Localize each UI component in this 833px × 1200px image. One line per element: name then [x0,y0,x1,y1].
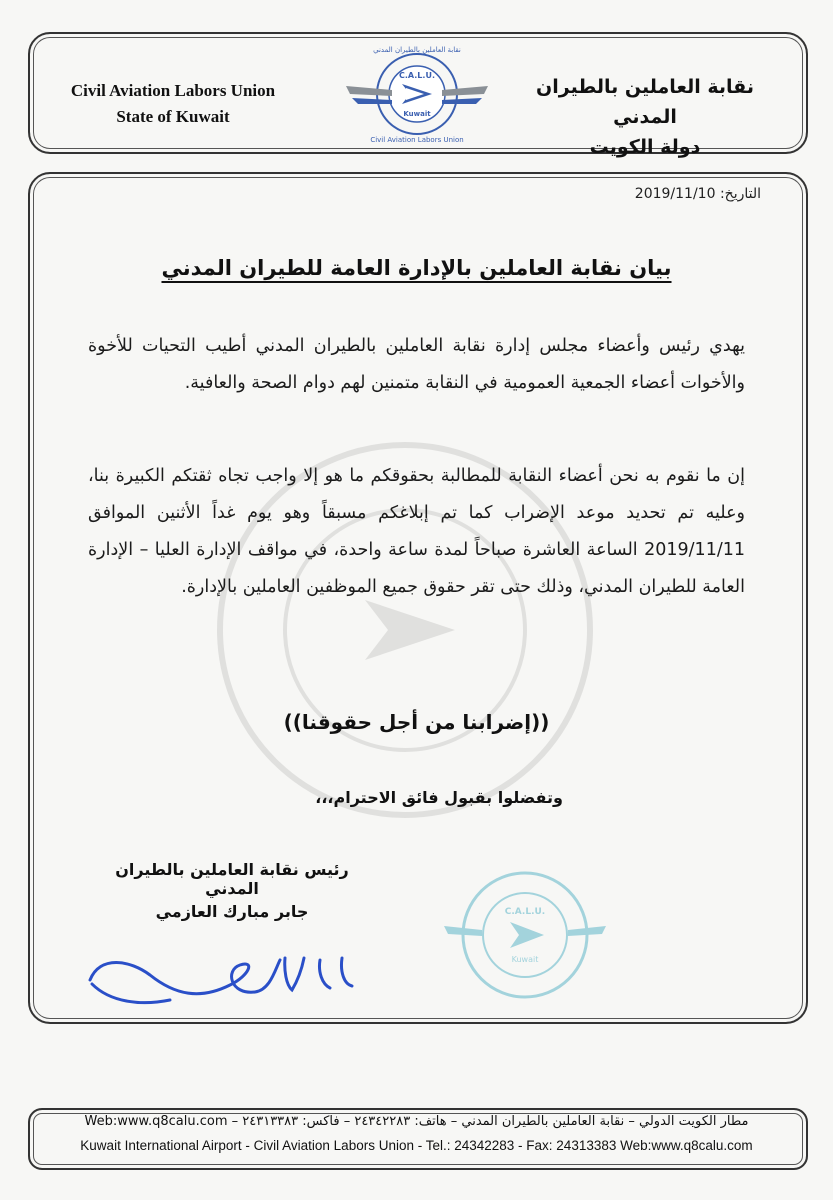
state-en: State of Kuwait [116,107,230,126]
svg-text:Kuwait: Kuwait [511,955,539,964]
state-ar: دولة الكويت [589,136,701,158]
union-logo-icon [342,42,492,146]
svg-text:C.A.L.U.: C.A.L.U. [504,907,546,917]
date-label: التاريخ: [719,186,761,202]
org-name-ar: نقابة العاملين بالطيران المدني [536,76,754,128]
date-value: 2019/11/10 [634,186,716,202]
logo-ring-ar: نقابة العاملين بالطيران المدني [373,46,461,54]
letter-date [635,186,761,202]
logo-abbr: C.A.L.U. [399,71,435,80]
official-stamp-icon [440,860,610,1010]
slogan: ((إضرابنا من أجل حقوقنا)) [283,710,550,734]
logo-city: Kuwait [403,110,431,118]
logo-ring-en: Civil Aviation Labors Union [370,136,464,144]
signatory-title: رئيس نقابة العاملين بالطيران المدني [115,860,349,898]
closing-line: وتفضلوا بقبول فائق الاحترام،،، [315,788,563,807]
footer-english-line: Kuwait International Airport - Civil Aviation Labors Union - Tel.: 24342283 - Fax: 24313383 Web:www.q8calu.com [80,1138,753,1153]
handwritten-signature-icon [80,940,360,1020]
paragraph-strike-notice: إن ما نقوم به نحن أعضاء النقابة للمطالبة بحقوقكم ما هو إلا واجب تجاه ثقتكم الكبيرة بنا، وعليه تم تحديد موعد الإضراب كما تم إبلاغكم مسبقاً وهو يوم غداً الأثنين الموافق 2019/11/11 الساعة العاشرة صباحاً لمدة ساعة واحدة، في مواقف الإدارة العليا – الإدارة العامة للطيران المدني، وذلك حتى تقر حقوق جميع الموظفين العاملين بالإدارة. [88,466,745,597]
header-arabic [515,72,775,162]
paragraph-greeting: يهدي رئيس وأعضاء مجلس إدارة نقابة العاملين بالطيران المدني أطيب التحيات للأخوة والأخوات أعضاء الجمعية العمومية في النقابة متمنين لهم دوام الصحة والعافية. [88,336,745,393]
letter-title: بيان نقابة العاملين بالإدارة العامة للطيران المدني [161,256,672,280]
footer-arabic-line: مطار الكويت الدولي – نقابة العاملين بالطيران المدني – هاتف: ٢٤٣٤٢٢٨٣ – فاكس: ٢٤٣١٣٣٨٣ – Web:www.q8calu.com [84,1114,749,1129]
org-name-en: Civil Aviation Labors Union [70,81,276,100]
header-english [68,78,278,130]
signatory-name: جابر مبارك العازمي [155,902,309,921]
